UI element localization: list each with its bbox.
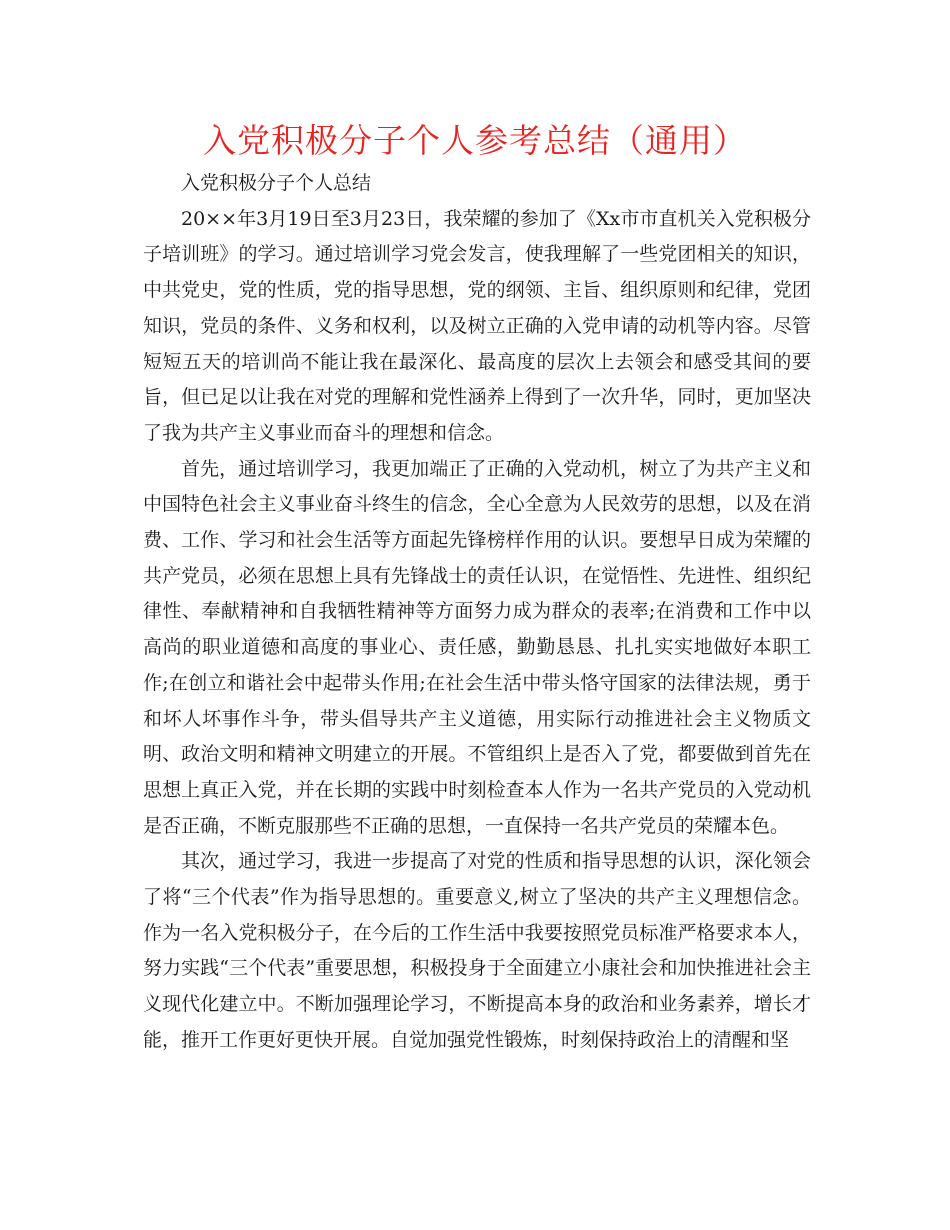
document-title: 入党积极分子个人参考总结（通用） xyxy=(203,121,747,160)
paragraph-second-point: 其次，通过学习，我进一步提高了对党的性质和指导思想的认识，深化领会了将“三个代表”作为指导思想的。重要意义,树立了坚决的共产主义理想信念。作为一名入党积极分子，在今后的工作生活中我要按照党员标准严格要求本人，努力实践“三个代表”重要思想，积极投身于全面建立小康社会和加快推进社会主义现代化建立中。不断加强理论学习，不断提高本身的政治和业务素养，增长才能，推开工作更好更快开展。自觉加强党性锻炼，时刻保持政治上的清醒和坚 xyxy=(143,850,811,1051)
subtitle-paragraph: 入党积极分子个人总结 xyxy=(181,172,372,194)
paragraph-training-intro: 20××年3月19日至3月23日，我荣耀的参加了《Xx市市直机关入党积极分子培训班》的学习。通过培训学习党会发言，使我理解了一些党团相关的知识，中共党史，党的性质，党的指导思想，党的纲领、主旨、组织原则和纪律，党团知识，党员的条件、义务和权利，以及树立正确的入党申请的动机等内容。尽管短短五天的培训尚不能让我在最深化、最高度的层次上去领会和感受其间的要旨，但已足以让我在对党的理解和党性涵养上得到了一次升华，同时，更加坚决了我为共产主义事业而奋斗的理想和信念。 xyxy=(143,207,811,444)
document-body xyxy=(143,166,811,1059)
paragraph-first-point: 首先，通过培训学习，我更加端正了正确的入党动机，树立了为共产主义和中国特色社会主义事业奋斗终生的信念，全心全意为人民效劳的思想，以及在消费、工作、学习和社会生活等方面起先锋榜样作用的认识。要想早日成为荣耀的共产党员，必须在思想上具有先锋战士的责任认识，在觉悟性、先进性、组织纪律性、奉献精神和自我牺牲精神等方面努力成为群众的表率;在消费和工作中以高尚的职业道德和高度的事业心、责任感，勤勤恳恳、扎扎实实地做好本职工作;在创立和谐社会中起带头作用;在社会生活中带头恪守国家的法律法规，勇于和坏人坏事作斗争，带头倡导共产主义道德，用实际行动推进社会主义物质文明、政治文明和精神文明建立的开展。不管组织上是否入了党，都要做到首先在思想上真正入党，并在长期的实践中时刻检查本人作为一名共产党员的入党动机是否正确，不断克服那些不正确的思想，一直保持一名共产党员的荣耀本色。 xyxy=(143,457,811,837)
